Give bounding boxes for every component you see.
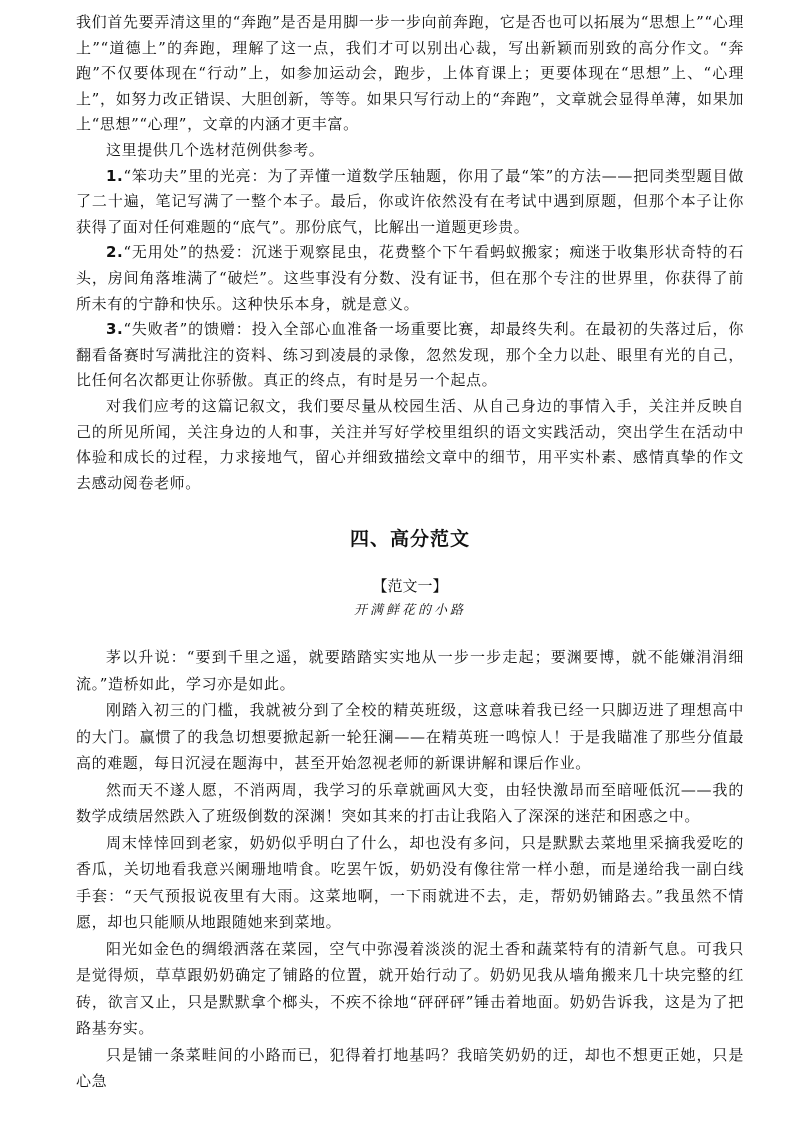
essay-paragraph: 只是铺一条菜畦间的小路而已，犯得着打地基吗？我暗笑奶奶的迂，却也不想更正她，只是心急 (76, 1045, 744, 1091)
document-body (76, 10, 744, 1095)
essay-paragraph: 刚踏入初三的门槛，我就被分到了全校的精英班级，这意味着我已经一只脚迈进了理想高中的大门。赢惯了的我急切想要掀起新一轮狂澜——在精英班一鸣惊人！于是我瞄准了那些分值最高的难题，每日沉浸在题海中，甚至开始忽视老师的新课讲解和课后作业。 (76, 701, 744, 773)
example-item-3 (76, 317, 744, 394)
essay-body (76, 644, 744, 1095)
intro-paragraph-1: 我们首先要弄清这里的“奔跑”是否是用脚一步一步向前奔跑，它是否也可以拓展为“思想上”“心理上”“道德上”的奔跑，理解了这一点，我们才可以别出心裁，写出新颖而别致的高分作文。“奔跑”不仅要体现在“行动”上，如参加运动会，跑步，上体育课上；更要体现在“思想”上、“心理上”，如努力改正错误、大胆创新，等等。如果只写行动上的“奔跑”，文章就会显得单薄，如果加上“思想”“心理”，文章的内涵才更丰富。 (76, 13, 744, 134)
example-item-number: 1. (106, 166, 124, 185)
essay-paragraph: 茅以升说：“要到千里之遥，就要踏踏实实地从一步一步走起；要渊要博，就不能嫌涓涓细流。”造桥如此，学习亦是如此。 (76, 648, 744, 693)
example-item-number: 2. (106, 243, 124, 262)
example-item-number: 3. (106, 320, 124, 339)
essay-paragraph: 周末悻悻回到老家，奶奶似乎明白了什么，却也没有多问，只是默默去菜地里采摘我爱吃的香瓜，关切地看我意兴阑珊地啃食。吃罢午饭，奶奶没有像往常一样小憩，而是递给我一副白线手套：“天气预报说夜里有大雨。这菜地啊，一下雨就进不去，走，帮奶奶铺路去。”我虽然不情愿，却也只能顺从地跟随她来到菜地。 (76, 833, 744, 932)
example-item-2 (76, 240, 744, 317)
section-heading: 四、高分范文 (349, 528, 470, 551)
essay-title: 开满鲜花的小路 (353, 603, 466, 619)
intro-closing-paragraph: 对我们应考的这篇记叙文，我们要尽量从校园生活、从自己身边的事情入手，关注并反映自己的所见所闻，关注身边的人和事，关注并写好学校里组织的语文实践活动，突出学生在活动中体验和成长的过程，力求接地气，留心并细致描绘文章中的细节，用平实朴素、感情真挚的作文去感动阅卷老师。 (76, 396, 744, 492)
intro-paragraph-2: 这里提供几个选材范例供参考。 (106, 140, 325, 159)
essay-paragraph: 阳光如金色的绸缎洒落在菜园，空气中弥漫着淡淡的泥土香和蔬菜特有的清新气息。可我只是觉得烦，草草跟奶奶确定了铺路的位置，就开始行动了。奶奶见我从墙角搬来几十块完整的红砖，欲言又止，只是默默拿个榔头，不疾不徐地“砰砰砰”锤击着地面。奶奶告诉我，这是为了把路基夯实。 (76, 939, 744, 1038)
example-item-1 (76, 164, 744, 241)
example-item-text: “无用处”的热爱：沉迷于观察昆虫，花费整个下午看蚂蚁搬家；痴迷于收集形状奇特的石头，房间角落堆满了“破烂”。这些事没有分数、没有证书，但在那个专注的世界里，你获得了前所未有的宁静和快乐。这种快乐本身，就是意义。 (76, 243, 744, 313)
example-item-text: “失败者”的馈赠：投入全部心血准备一场重要比赛，却最终失利。在最初的失落过后，你翻看备赛时写满批注的资料、练习到凌晨的录像，忽然发现，那个全力以赴、眼里有光的自己，比任何名次都更让你骄傲。真正的终点，有时是另一个起点。 (76, 320, 744, 390)
example-item-text: “笨功夫”里的光亮：为了弄懂一道数学压轴题，你用了最“笨”的方法——把同类型题目做了二十遍，笔记写满了一整个本子。最后，你或许依然没有在考试中遇到原题，但那个本子让你获得了面对任何难题的“底气”。那份底气，比解出一道题更珍贵。 (76, 166, 744, 236)
essay-label: 【范文一】 (372, 577, 448, 596)
essay-paragraph: 然而天不遂人愿，不消两周，我学习的乐章就画风大变，由轻快激昂而至暗哑低沉——我的数学成绩居然跌入了班级倒数的深渊！突如其来的打击让我陷入了深深的迷茫和困惑之中。 (76, 780, 744, 826)
